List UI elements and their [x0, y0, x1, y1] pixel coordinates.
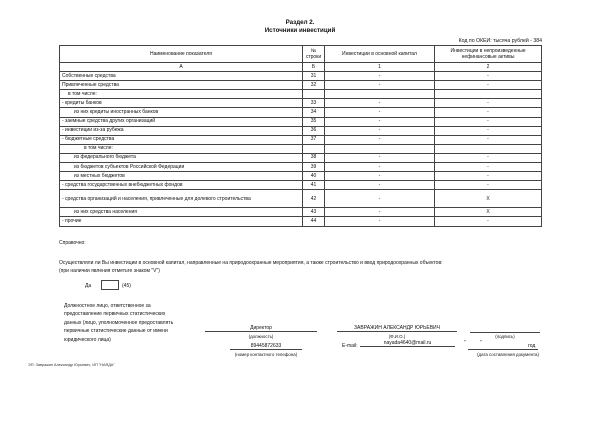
- row-value-fixed-capital: [325, 90, 435, 99]
- row-number: 35: [303, 117, 325, 126]
- table-row: [60, 190, 542, 208]
- header-nonfinancial-assets: Инвестиции в непроизведенные нефинансовые активы: [435, 46, 542, 63]
- row-value-fixed-capital[interactable]: -: [325, 99, 435, 108]
- table-row: [60, 172, 542, 181]
- da-checkbox[interactable]: [101, 280, 119, 290]
- fio-caption: (Ф.И.О.): [388, 334, 406, 339]
- row-name: - прочие: [60, 217, 303, 226]
- table-column-letters-row: [60, 63, 542, 72]
- row-value-nonfinancial[interactable]: -: [435, 108, 542, 117]
- question-hint: (при наличии явления отметьте знаком "V"): [59, 268, 160, 274]
- row-name: - средства организаций и населения, привлеченные для долевого строительства: [60, 190, 303, 208]
- row-number: [303, 144, 325, 153]
- row-value-nonfinancial[interactable]: -: [435, 81, 542, 90]
- header-indicator: Наименование показателя: [60, 46, 303, 63]
- position-value[interactable]: Директор: [205, 325, 317, 332]
- table-row: [60, 108, 542, 117]
- row-value-nonfinancial[interactable]: -: [435, 153, 542, 162]
- row-name: из них кредиты иностранных банков: [60, 108, 303, 117]
- row-name: в том числе:: [60, 144, 303, 153]
- row-number: 32: [303, 81, 325, 90]
- table-row: [60, 99, 542, 108]
- email-label: E-mail:: [342, 343, 358, 349]
- row-name: из бюджетов субъектов Российской Федерации: [60, 163, 303, 172]
- row-value-fixed-capital[interactable]: -: [325, 81, 435, 90]
- electronic-signature-footer: ЭП: Завражин Александр Юрьевич, ИП "НАЯДА": [28, 363, 115, 367]
- row-number: [303, 90, 325, 99]
- row-value-nonfinancial[interactable]: -: [435, 126, 542, 135]
- section-title: Раздел 2.: [285, 19, 315, 26]
- table-header-row: [60, 46, 542, 63]
- row-value-nonfinancial[interactable]: -: [435, 163, 542, 172]
- row-value-nonfinancial[interactable]: -: [435, 217, 542, 226]
- row-number: 33: [303, 99, 325, 108]
- column-letter: 2: [435, 63, 542, 72]
- phone-value[interactable]: 89445872633: [230, 343, 302, 350]
- row-value-fixed-capital[interactable]: -: [325, 190, 435, 208]
- date-caption: (дата составления документа): [477, 352, 539, 357]
- table-row: [60, 117, 542, 126]
- row-number: 40: [303, 172, 325, 181]
- row-name: - инвестиции из-за рубежа: [60, 126, 303, 135]
- table-row: [60, 217, 542, 226]
- row-name: Собственные средства: [60, 72, 303, 81]
- da-code: (45): [122, 283, 131, 289]
- row-value-fixed-capital[interactable]: -: [325, 108, 435, 117]
- table-row: [60, 208, 542, 217]
- row-name: Привлеченные средства: [60, 81, 303, 90]
- official-text-line: предоставление первичных статистических: [64, 311, 166, 318]
- row-value-fixed-capital[interactable]: -: [325, 135, 435, 144]
- row-value-nonfinancial: [435, 90, 542, 99]
- email-value[interactable]: nayada4640@mail.ru: [360, 340, 455, 347]
- question-text: Осуществляли ли Вы инвестиции в основной капитал, направленные на природоохранные мероприятия, а также строительство и ввод природоохранных объектов:: [59, 260, 443, 266]
- row-value-nonfinancial[interactable]: -: [435, 181, 542, 190]
- row-number: 41: [303, 181, 325, 190]
- row-value-fixed-capital[interactable]: -: [325, 153, 435, 162]
- row-number: 42: [303, 190, 325, 208]
- column-letter: 1: [325, 63, 435, 72]
- table-row: [60, 135, 542, 144]
- row-name: из них средства населения: [60, 208, 303, 217]
- row-number: 44: [303, 217, 325, 226]
- section-subtitle: Источники инвестиций: [264, 27, 336, 34]
- row-name: - бюджетные средства: [60, 135, 303, 144]
- row-name: в том числе:: [60, 90, 303, 99]
- row-value-fixed-capital[interactable]: -: [325, 181, 435, 190]
- official-description: [64, 302, 173, 344]
- header-fixed-capital: Инвестиции в основной капитал: [325, 46, 435, 63]
- phone-caption: (номер контактного телефона): [234, 352, 298, 357]
- date-quote-open: ": [464, 340, 466, 346]
- row-value-fixed-capital[interactable]: -: [325, 72, 435, 81]
- signature-caption: (подпись): [495, 334, 515, 339]
- official-text-line: юридического лица): [64, 336, 111, 343]
- row-value-fixed-capital[interactable]: -: [325, 208, 435, 217]
- row-number: 36: [303, 126, 325, 135]
- row-number: 37: [303, 135, 325, 144]
- date-quote-close: ": [480, 340, 482, 346]
- row-value-nonfinancial[interactable]: -: [435, 135, 542, 144]
- header-row-number: № строки: [303, 46, 325, 63]
- table-row: [60, 181, 542, 190]
- row-value-nonfinancial[interactable]: -: [435, 99, 542, 108]
- table-row: [60, 126, 542, 135]
- row-name: из федерального бюджета: [60, 153, 303, 162]
- row-value-fixed-capital[interactable]: -: [325, 117, 435, 126]
- row-name: - заемные средства других организаций: [60, 117, 303, 126]
- column-letter: А: [60, 63, 303, 72]
- row-name: из местных бюджетов: [60, 172, 303, 181]
- row-value-nonfinancial[interactable]: -: [435, 172, 542, 181]
- row-value-nonfinancial: [435, 144, 542, 153]
- table-row: [60, 153, 542, 162]
- official-text-line: Должностное лицо, ответственное за: [64, 303, 151, 309]
- okei-code: Код по ОКЕИ: тысяча рублей - 384: [458, 38, 542, 44]
- date-year-label: год: [528, 343, 536, 349]
- row-number: 39: [303, 163, 325, 172]
- table-row: [60, 163, 542, 172]
- official-text-line: данных (лицо, уполномоченное предоставлять: [64, 319, 174, 326]
- investment-sources-table: [59, 45, 542, 227]
- table-row: [60, 90, 542, 99]
- row-value-nonfinancial[interactable]: -: [435, 117, 542, 126]
- row-value-fixed-capital[interactable]: -: [325, 172, 435, 181]
- row-value-fixed-capital[interactable]: -: [325, 126, 435, 135]
- table-row: [60, 81, 542, 90]
- signature-line[interactable]: [470, 331, 540, 333]
- reference-label: Справочно:: [59, 240, 86, 246]
- row-name: - кредиты банков: [60, 99, 303, 108]
- row-number: 34: [303, 108, 325, 117]
- row-number: 38: [303, 153, 325, 162]
- row-value-fixed-capital[interactable]: -: [325, 163, 435, 172]
- table-row: [60, 144, 542, 153]
- official-text-line: первичные статистические данные от имени: [64, 328, 168, 335]
- row-value-nonfinancial[interactable]: -: [435, 72, 542, 81]
- row-number: 31: [303, 72, 325, 81]
- row-value-nonfinancial: X: [435, 208, 542, 217]
- position-caption: (должность): [248, 334, 274, 339]
- fio-value[interactable]: ЗАВРАЖИН АЛЕКСАНДР ЮРЬЕВИЧ: [337, 325, 457, 332]
- column-letter: Б: [303, 63, 325, 72]
- row-name: - средства государственных внебюджетных фондов: [60, 181, 303, 190]
- row-value-fixed-capital: [325, 144, 435, 153]
- row-number: 43: [303, 208, 325, 217]
- table-row: [60, 72, 542, 81]
- da-label: Да: [85, 283, 92, 289]
- row-value-fixed-capital[interactable]: -: [325, 217, 435, 226]
- row-value-nonfinancial: X: [435, 190, 542, 208]
